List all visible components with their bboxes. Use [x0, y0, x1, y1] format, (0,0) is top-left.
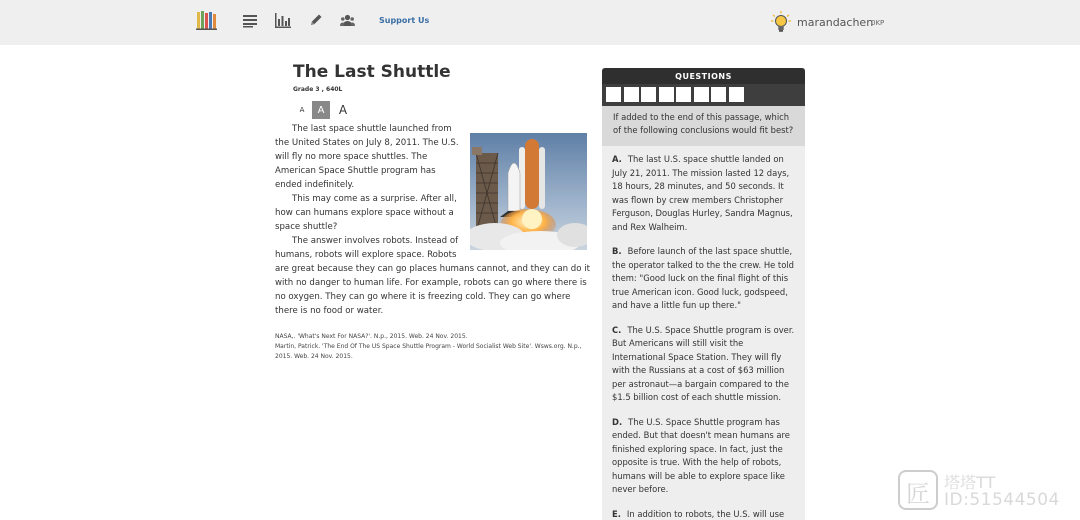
question-prompt: If added to the end of this passage, which of the following conclusions would fit best?: [602, 106, 805, 146]
pencil-icon[interactable]: [309, 13, 323, 27]
question-tab[interactable]: [729, 87, 744, 102]
question-tab[interactable]: [624, 87, 639, 102]
questions-header: QUESTIONS: [602, 68, 805, 84]
font-size-large-button[interactable]: A: [334, 101, 352, 119]
choice-letter: B.: [612, 246, 622, 256]
questions-panel: [602, 68, 805, 520]
choice-letter: A.: [612, 154, 622, 164]
choice-text: The U.S. Space Shuttle program has ended. But that doesn't mean humans are finished exploring space. In fact, just the opposite is true. With the help of robots, humans will be able to explore space like never before.: [612, 416, 790, 494]
font-size-medium-button[interactable]: A: [312, 101, 330, 119]
citations: [275, 332, 593, 362]
choice-text: In addition to robots, the U.S. will use: [626, 508, 785, 519]
choice-letter: E.: [612, 508, 621, 519]
username[interactable]: marandachen: [797, 16, 874, 29]
books-logo-icon[interactable]: [196, 10, 217, 30]
question-tab[interactable]: [606, 87, 621, 102]
support-us-link[interactable]: Support Us: [379, 16, 430, 25]
answer-choice-d[interactable]: [602, 416, 805, 497]
passage-paragraph: This may come as a surprise. After all, how can humans explore space without a space shuttle?: [275, 194, 457, 232]
passage-paragraph: The answer involves robots. Instead of humans, robots will explore space. Robots are great because they can go places humans cannot, and they can do it with no danger to human life. For example, robots can go where there is no oxygen. They can go where it is freezing cold. They can go where there is no food or water.: [275, 236, 590, 316]
group-icon[interactable]: [340, 14, 355, 27]
passage-paragraph: The last space shuttle launched from the United States on July 8, 2011. The U.S. will fly no more space shuttles. The American Space Shuttle program has ended indefinitely.: [275, 124, 459, 190]
passage-text: [275, 122, 590, 318]
watermark-glyph: 匠: [906, 480, 930, 508]
choice-letter: D.: [612, 416, 623, 427]
space-shuttle-launch-image: [470, 133, 587, 250]
watermark-name: 塔塔TT: [944, 473, 996, 492]
choice-text: The U.S. Space Shuttle program is over. But Americans will still visit the International Space Station. They will fly with the Russians at a cost of $63 million per astronaut—a bargain compared to the $1.5 billion cost of each shuttle mission.: [612, 324, 795, 402]
question-tab[interactable]: [659, 87, 674, 102]
lightbulb-icon[interactable]: [771, 11, 791, 33]
watermark: [898, 470, 1078, 514]
citation: Martin, Patrick. 'The End Of The US Space Shuttle Program - World Socialist Web Site'. Wsws.org. N.p., 2015. Web. 24 Nov. 2015.: [275, 343, 582, 360]
question-tabs: [602, 84, 805, 106]
passage-title: The Last Shuttle: [293, 62, 451, 82]
choice-text: Before launch of the last space shuttle, the operator talked to the the crew. He told them: "Good luck on the final flight of this true American icon. Good luck, godspeed, and have a little fun up there.": [612, 246, 794, 310]
citation: NASA,. 'What's Next For NASA?'. N.p., 2015. Web. 24 Nov. 2015.: [275, 333, 468, 340]
answer-choice-c[interactable]: [602, 324, 805, 405]
answer-choice-a[interactable]: [602, 153, 805, 234]
choice-text: The last U.S. space shuttle landed on July 21, 2011. The mission lasted 12 days, 18 hours, 28 minutes, and 50 seconds. It was flown by crew members Christopher Ferguson, Douglas Hurley, Sandra Magnus, and Rex Walheim.: [612, 154, 793, 232]
question-tab[interactable]: [711, 87, 726, 102]
grade-level: Grade 3 , 640L: [293, 86, 343, 93]
choice-letter: C.: [612, 324, 622, 335]
answer-choice-e[interactable]: [602, 508, 805, 520]
question-tab[interactable]: [676, 87, 691, 102]
answer-choice-b[interactable]: [602, 245, 805, 313]
question-tab[interactable]: [641, 87, 656, 102]
question-tab[interactable]: [694, 87, 709, 102]
bar-chart-icon[interactable]: [275, 13, 291, 28]
top-navigation-bar: [0, 0, 1080, 45]
answer-choices: [602, 146, 805, 520]
font-size-small-button[interactable]: A: [293, 101, 311, 119]
knowledge-points: 0KP: [871, 19, 885, 27]
watermark-id: ID:51544504: [944, 490, 1060, 510]
list-icon[interactable]: [243, 14, 257, 28]
